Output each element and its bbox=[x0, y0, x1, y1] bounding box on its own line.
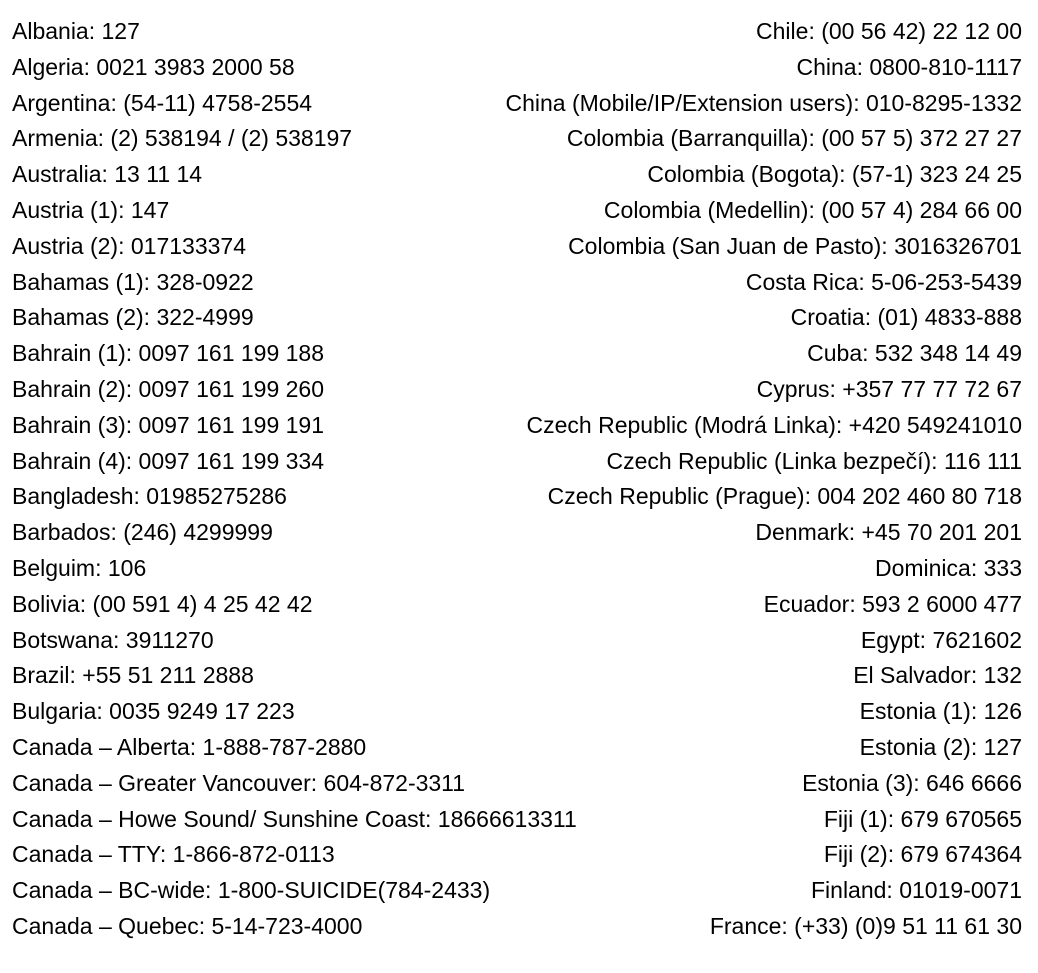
hotline-entry: Colombia (Medellin): (00 57 4) 284 66 00 bbox=[603, 196, 1022, 223]
hotline-entry: Canada – TTY: 1-866-872-0113 bbox=[12, 841, 335, 868]
hotline-entry: Croatia: (01) 4833-888 bbox=[790, 304, 1022, 331]
hotline-entry: Canada – Alberta: 1-888-787-2880 bbox=[12, 733, 367, 760]
hotline-entry: Canada – Quebec: 5-14-723-4000 bbox=[12, 912, 363, 939]
hotline-entry: Albania: 127 bbox=[12, 18, 140, 44]
hotline-entry: Botswana: 3911270 bbox=[12, 626, 214, 653]
hotline-entry: Colombia (Barranquilla): (00 57 5) 372 27 27 bbox=[566, 125, 1022, 152]
hotline-entry: Canada – BC-wide: 1-800-SUICIDE(784-2433) bbox=[12, 877, 491, 904]
hotline-entry: Dominica: 333 bbox=[874, 554, 1022, 581]
hotline-entry: Colombia (Bogota): (57-1) 323 24 25 bbox=[647, 161, 1022, 188]
hotline-entry: Brazil: +55 51 211 2888 bbox=[12, 662, 254, 689]
hotline-entry: Cuba: 532 348 14 49 bbox=[807, 340, 1022, 367]
hotline-entry: Armenia: (2) 538194 / (2) 538197 bbox=[12, 125, 353, 152]
hotline-entry: Fiji (2): 679 674364 bbox=[823, 841, 1022, 868]
hotline-entry: China (Mobile/IP/Extension users): 010-8295-1332 bbox=[505, 89, 1022, 116]
hotline-entry: Bulgaria: 0035 9249 17 223 bbox=[12, 698, 295, 725]
hotline-entry: Australia: 13 11 14 bbox=[12, 161, 203, 188]
hotline-entry: Algeria: 0021 3983 2000 58 bbox=[12, 53, 295, 80]
hotline-entry: Bolivia: (00 591 4) 4 25 42 42 bbox=[12, 590, 313, 617]
right-column bbox=[382, 14, 1022, 945]
hotline-entry: Bangladesh: 01985275286 bbox=[12, 483, 287, 510]
hotline-entry: Bahrain (1): 0097 161 199 188 bbox=[12, 340, 325, 367]
hotline-entry: Cyprus: +357 77 77 72 67 bbox=[756, 375, 1022, 402]
hotline-entry: Chile: (00 56 42) 22 12 00 bbox=[756, 18, 1022, 44]
hotline-entry: France: (+33) (0)9 51 11 61 30 bbox=[709, 912, 1022, 939]
hotline-entry: Estonia (1): 126 bbox=[859, 698, 1022, 725]
hotline-entry: Fiji (1): 679 670565 bbox=[823, 805, 1022, 832]
hotline-entry: Bahrain (2): 0097 161 199 260 bbox=[12, 375, 325, 402]
hotline-entry: Ecuador: 593 2 6000 477 bbox=[763, 590, 1022, 617]
hotline-entry: Canada – Greater Vancouver: 604-872-3311 bbox=[12, 769, 466, 796]
hotline-entry: Denmark: +45 70 201 201 bbox=[755, 519, 1022, 546]
hotline-entry: Estonia (2): 127 bbox=[859, 733, 1022, 760]
hotline-entry: Estonia (3): 646 6666 bbox=[802, 769, 1022, 796]
hotline-entry: Czech Republic (Linka bezpečí): 116 111 bbox=[606, 447, 1022, 474]
hotline-entry: Canada – Howe Sound/ Sunshine Coast: 18666613311 bbox=[12, 805, 577, 832]
hotline-entry: Czech Republic (Modrá Linka): +420 549241010 bbox=[526, 411, 1022, 438]
hotline-entry: Bahrain (4): 0097 161 199 334 bbox=[12, 447, 325, 474]
hotline-entry: Czech Republic (Prague): 004 202 460 80 718 bbox=[547, 483, 1022, 510]
hotline-entry: Argentina: (54-11) 4758-2554 bbox=[12, 89, 313, 116]
hotline-entry: Bahrain (3): 0097 161 199 191 bbox=[12, 411, 325, 438]
hotline-entry: Costa Rica: 5-06-253-5439 bbox=[745, 268, 1022, 295]
hotline-entry: Bahamas (1): 328-0922 bbox=[12, 268, 254, 295]
hotline-entry: Finland: 01019-0071 bbox=[811, 877, 1022, 904]
hotline-entry: China: 0800-810-1117 bbox=[796, 53, 1022, 80]
hotline-entry: Barbados: (246) 4299999 bbox=[12, 519, 273, 546]
hotline-entry: Belguim: 106 bbox=[12, 554, 147, 581]
hotline-entry: Egypt: 7621602 bbox=[860, 626, 1022, 653]
hotline-entry: Austria (1): 147 bbox=[12, 196, 170, 223]
hotline-entry: Bahamas (2): 322-4999 bbox=[12, 304, 254, 331]
hotline-entry: Austria (2): 017133374 bbox=[12, 232, 246, 259]
hotline-entry: El Salvador: 132 bbox=[853, 662, 1022, 689]
hotline-entry: Colombia (San Juan de Pasto): 3016326701 bbox=[568, 232, 1022, 259]
